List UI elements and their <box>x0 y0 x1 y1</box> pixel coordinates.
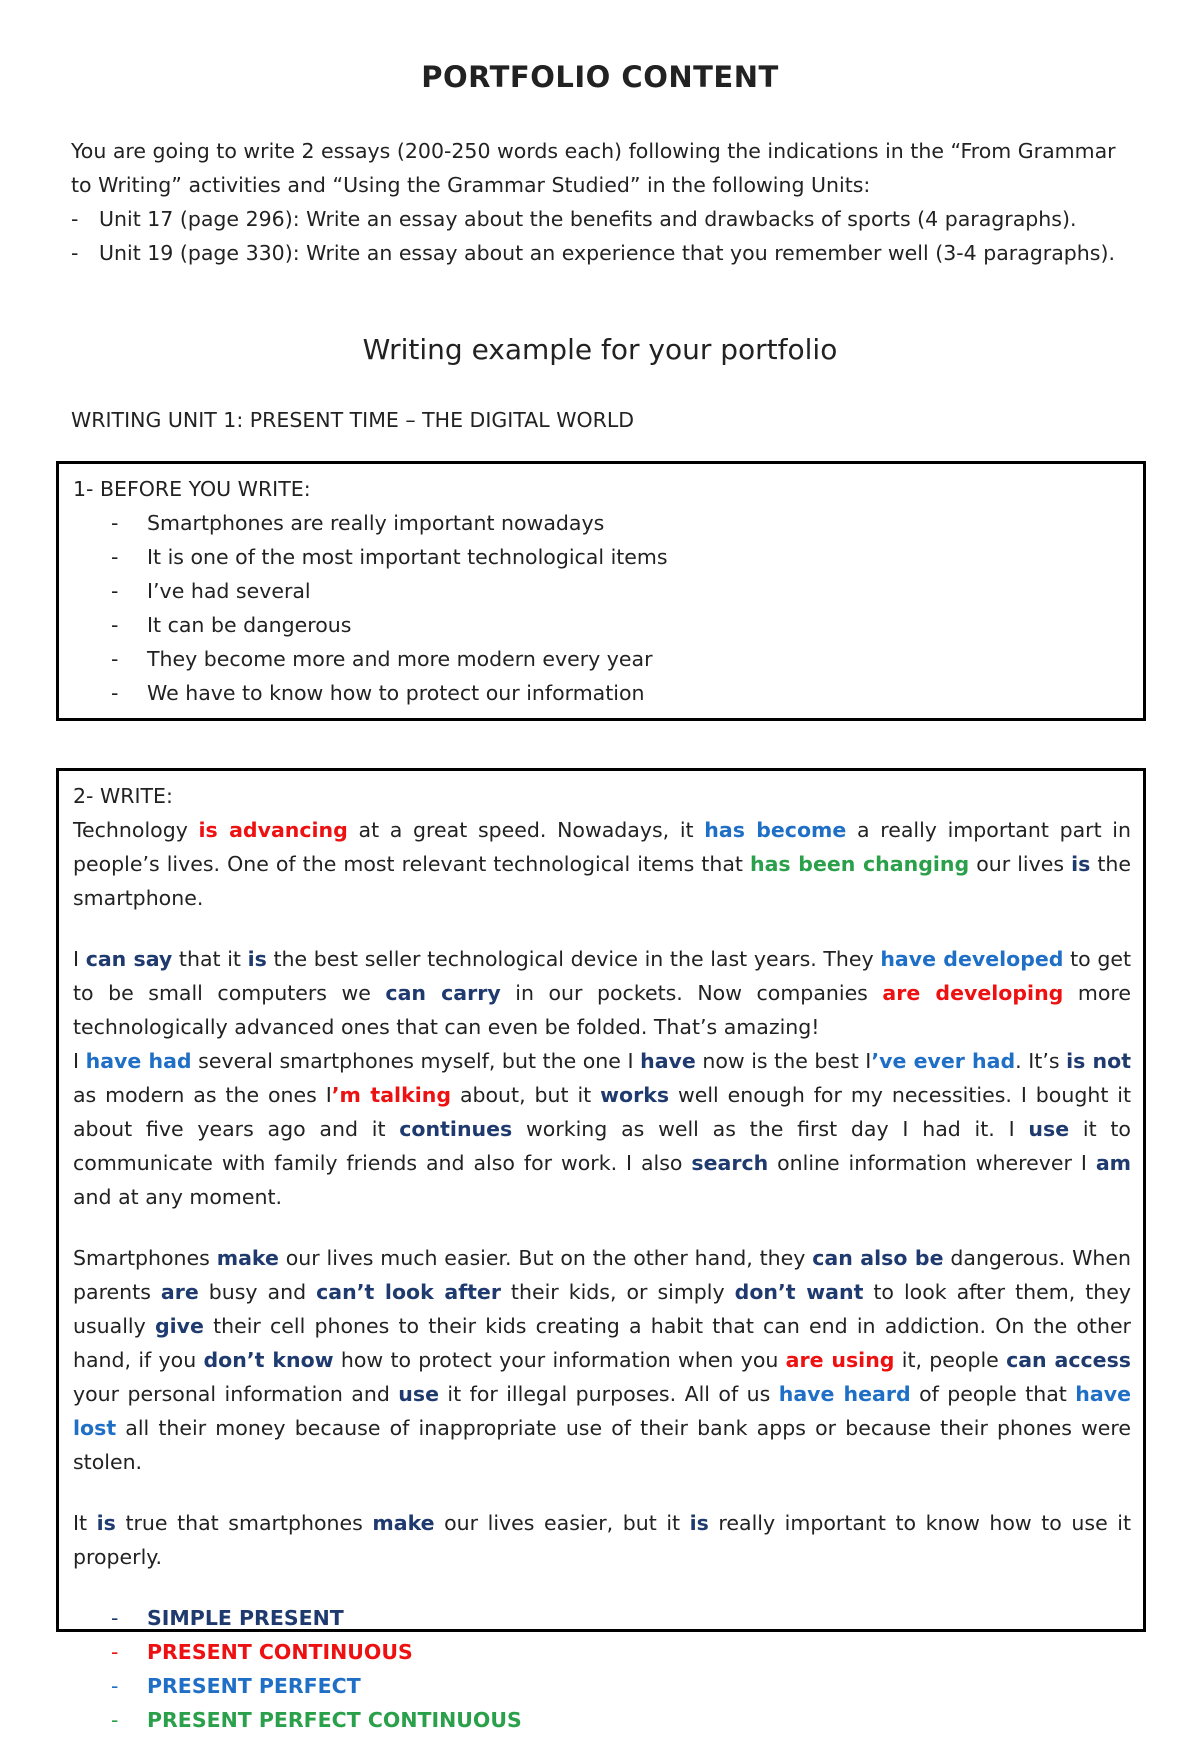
paragraph-text: the best seller technological device in the last years. They <box>266 947 881 971</box>
paragraph-text: our lives easier, but it <box>434 1511 690 1535</box>
highlighted-verb: is <box>247 947 267 971</box>
paragraph-text: Smartphones <box>73 1246 217 1270</box>
list-item-text: Smartphones are really important nowadays <box>147 511 605 535</box>
essay-paragraph <box>73 1044 1131 1214</box>
list-item <box>111 642 1131 676</box>
paragraph-text: now is the best I <box>695 1049 872 1073</box>
paragraph-text: to look after them, they usually <box>73 1280 1132 1338</box>
section-subtitle: Writing example for your portfolio <box>362 333 838 366</box>
bullet-dash: - <box>111 1640 119 1664</box>
bullet-dash: - <box>111 579 119 603</box>
highlighted-verb: can’t look after <box>316 1280 501 1304</box>
paragraph-text: of people that <box>910 1382 1076 1406</box>
paragraph-text: in our pockets. Now companies <box>500 981 883 1005</box>
highlighted-verb: make <box>372 1511 435 1535</box>
highlighted-verb: is advancing <box>198 818 348 842</box>
legend-item-present-perfect <box>111 1669 1131 1703</box>
paragraph-text: it, people <box>894 1348 1007 1372</box>
intro-bullet-text: Unit 17 (page 296): Write an essay about the benefits and drawbacks of sports (4 paragraphs). <box>99 207 1077 231</box>
intro-section <box>71 134 1141 270</box>
legend-label: PRESENT PERFECT CONTINUOUS <box>147 1708 522 1732</box>
before-you-write-box <box>56 461 1146 721</box>
highlighted-verb: are developing <box>882 981 1064 1005</box>
bullet-dash: - <box>111 1708 119 1732</box>
paragraph-text: as modern as the ones I <box>73 1083 332 1107</box>
list-item <box>111 676 1131 710</box>
bullet-dash: - <box>111 511 119 535</box>
paragraph-text: online information wherever I <box>768 1151 1096 1175</box>
highlighted-verb: has become <box>704 818 847 842</box>
write-box <box>56 768 1146 1732</box>
paragraph-text: really important to know how to use it properly. <box>73 1511 1131 1569</box>
highlighted-verb: can say <box>85 947 173 971</box>
paragraph-text: at a great speed. Nowadays, it <box>347 818 705 842</box>
paragraph-text: about, but it <box>451 1083 601 1107</box>
paragraph-text: our lives much easier. But on the other hand, they <box>278 1246 813 1270</box>
paragraph-text: their kids, or simply <box>500 1280 735 1304</box>
page-title: PORTFOLIO CONTENT <box>421 60 779 94</box>
paragraph-gap <box>73 1574 1131 1601</box>
highlighted-verb: are using <box>785 1348 895 1372</box>
highlighted-verb: have developed <box>880 947 1064 971</box>
paragraph-text: dangerous. When parents <box>73 1246 1131 1304</box>
paragraph-text: true that smartphones <box>115 1511 373 1535</box>
paragraph-gap <box>73 1214 1131 1241</box>
paragraph-text: the smartphone. <box>73 852 1131 910</box>
highlighted-verb: have had <box>85 1049 192 1073</box>
legend-label: PRESENT CONTINUOUS <box>147 1640 413 1664</box>
paragraph-text: well enough for my necessities. I bought it about five years ago and it <box>73 1083 1132 1141</box>
highlighted-verb: have lost <box>73 1382 1131 1440</box>
paragraph-text: all their money because of inappropriate use of their bank apps or because their phones were stolen. <box>73 1416 1131 1474</box>
highlighted-verb: use <box>1028 1117 1070 1141</box>
essay-paragraph <box>73 1506 1131 1574</box>
highlighted-verb: ’m talking <box>331 1083 452 1107</box>
legend-item-present-continuous <box>111 1635 1131 1669</box>
legend-item-present-perfect-continuous <box>111 1703 1131 1737</box>
highlighted-verb: are <box>160 1280 199 1304</box>
paragraph-gap <box>73 1479 1131 1506</box>
highlighted-verb: am <box>1095 1151 1132 1175</box>
paragraph-text: more technologically advanced ones that can even be folded. That’s amazing! <box>73 981 1131 1039</box>
highlighted-verb: has been changing <box>749 852 970 876</box>
highlighted-verb: works <box>600 1083 670 1107</box>
paragraph-text: it for illegal purposes. All of us <box>438 1382 779 1406</box>
list-item <box>111 608 1131 642</box>
paragraph-text: that it <box>172 947 248 971</box>
highlighted-verb: continues <box>399 1117 513 1141</box>
paragraph-text: several smartphones myself, but the one I <box>191 1049 641 1073</box>
highlighted-verb: is <box>96 1511 116 1535</box>
paragraph-text: your personal information and <box>73 1382 399 1406</box>
bullet-dash: - <box>111 613 119 637</box>
write-heading: 2- WRITE: <box>73 784 173 808</box>
intro-bullet <box>71 202 1141 236</box>
legend-item-simple-present <box>111 1601 1131 1635</box>
highlighted-verb: don’t want <box>734 1280 864 1304</box>
paragraph-gap <box>73 915 1131 942</box>
paragraph-text: how to protect your information when you <box>333 1348 786 1372</box>
highlighted-verb: have heard <box>778 1382 911 1406</box>
bullet-dash: - <box>111 681 119 705</box>
before-you-write-heading: 1- BEFORE YOU WRITE: <box>73 477 311 501</box>
list-item-text: It can be dangerous <box>147 613 352 637</box>
highlighted-verb: make <box>216 1246 279 1270</box>
highlighted-verb: use <box>398 1382 439 1406</box>
before-you-write-list <box>73 506 1131 710</box>
paragraph-text: I <box>73 947 86 971</box>
highlighted-verb: is not <box>1066 1049 1131 1073</box>
paragraph-text: busy and <box>198 1280 317 1304</box>
list-item <box>111 540 1131 574</box>
list-item-text: I’ve had several <box>147 579 311 603</box>
list-item <box>111 506 1131 540</box>
essay-paragraph <box>73 813 1131 915</box>
highlighted-verb: don’t know <box>203 1348 334 1372</box>
intro-bullet <box>71 236 1141 270</box>
paragraph-text: Technology <box>73 818 199 842</box>
essay-paragraph <box>73 942 1131 1044</box>
legend-label: PRESENT PERFECT <box>147 1674 361 1698</box>
bullet-dash: - <box>71 241 79 265</box>
paragraph-text: our lives <box>969 852 1072 876</box>
paragraph-text: it to communicate with family friends and also for work. I also <box>73 1117 1131 1175</box>
list-item-text: We have to know how to protect our information <box>147 681 645 705</box>
highlighted-verb: have <box>640 1049 696 1073</box>
bullet-dash: - <box>111 1674 119 1698</box>
intro-text: You are going to write 2 essays (200-250 words each) following the indications in the “From Grammar to Writing” activities and “Using the Grammar Studied” in the following Units: <box>71 139 1116 197</box>
list-item-text: It is one of the most important technological items <box>147 545 668 569</box>
intro-bullet-text: Unit 19 (page 330): Write an essay about an experience that you remember well (3-4 paragraphs). <box>99 241 1115 265</box>
tense-legend <box>73 1601 1131 1737</box>
paragraph-text: to get to be small computers we <box>73 947 1132 1005</box>
highlighted-verb: give <box>154 1314 204 1338</box>
highlighted-verb: is <box>1071 852 1091 876</box>
highlighted-verb: can carry <box>385 981 501 1005</box>
highlighted-verb: is <box>689 1511 709 1535</box>
highlighted-verb: can also be <box>812 1246 944 1270</box>
list-item-text: They become more and more modern every year <box>147 647 653 671</box>
paragraph-text: and at any moment. <box>73 1185 283 1209</box>
paragraph-text: a really important part in people’s lives. One of the most relevant technological items that <box>73 818 1131 876</box>
highlighted-verb: can access <box>1006 1348 1131 1372</box>
bullet-dash: - <box>111 647 119 671</box>
paragraph-text: I <box>73 1049 86 1073</box>
unit-heading: WRITING UNIT 1: PRESENT TIME – THE DIGITAL WORLD <box>71 408 635 432</box>
bullet-dash: - <box>71 207 79 231</box>
essay-paragraph <box>73 1241 1131 1479</box>
bullet-dash: - <box>111 1606 119 1630</box>
highlighted-verb: ’ve ever had <box>871 1049 1016 1073</box>
paragraph-text: their cell phones to their kids creating a habit that can end in addiction. On the other hand, if you <box>73 1314 1131 1372</box>
paragraph-text: working as well as the first day I had it. I <box>512 1117 1029 1141</box>
legend-label: SIMPLE PRESENT <box>147 1606 344 1630</box>
paragraph-text: . It’s <box>1015 1049 1067 1073</box>
list-item <box>111 574 1131 608</box>
paragraph-text: It <box>73 1511 97 1535</box>
bullet-dash: - <box>111 545 119 569</box>
highlighted-verb: search <box>691 1151 769 1175</box>
